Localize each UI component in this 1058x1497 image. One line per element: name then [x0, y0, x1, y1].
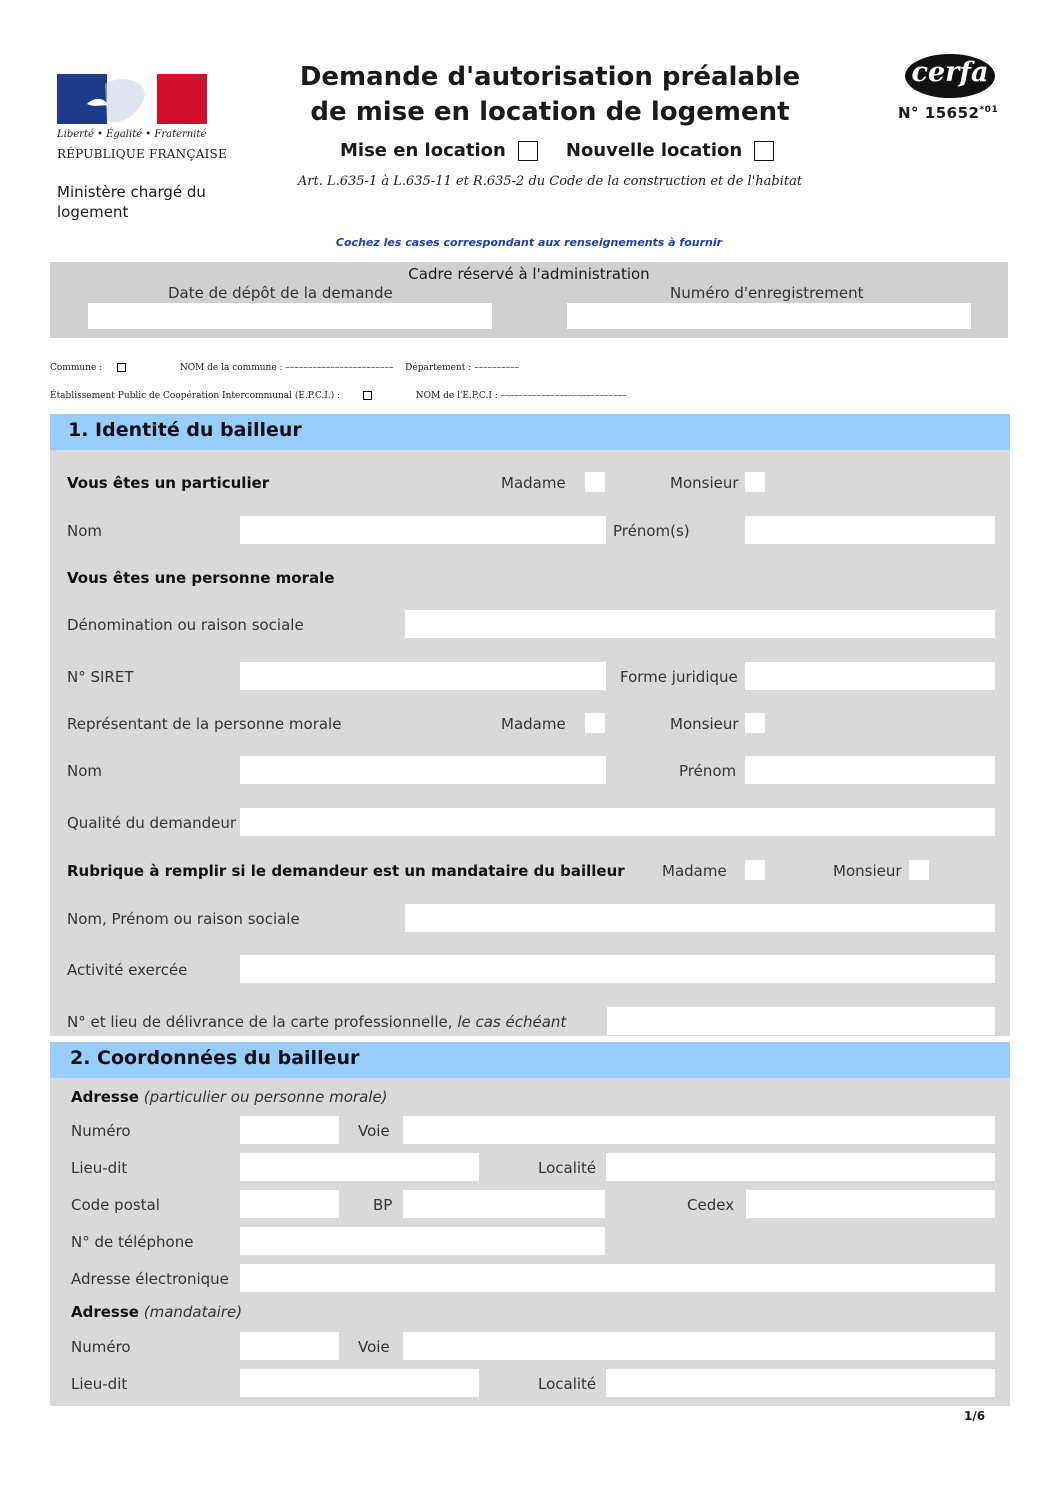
representant-monsieur-checkbox[interactable]	[745, 713, 765, 733]
bailleur-localite-label: Localité	[538, 1159, 597, 1177]
admin-box-title: Cadre réservé à l'administration	[408, 265, 650, 283]
deposit-date-label: Date de dépôt de la demande	[168, 284, 393, 302]
cerfa-logo	[904, 53, 996, 99]
bailleur-code-postal-label: Code postal	[71, 1196, 160, 1214]
registration-number-label: Numéro d'enregistrement	[670, 284, 864, 302]
mandataire-heading: Rubrique à remplir si le demandeur est un mandataire du bailleur	[67, 862, 625, 880]
republic-name: RÉPUBLIQUE FRANÇAISE	[57, 147, 227, 161]
instruction-text: Cochez les cases correspondant aux renseignements à fournir	[335, 236, 723, 249]
commune-checkbox[interactable]	[117, 363, 126, 372]
qualite-field[interactable]	[240, 808, 995, 836]
mandataire-nom-label: Nom, Prénom ou raison sociale	[67, 910, 300, 928]
representant-monsieur-label: Monsieur	[670, 715, 739, 733]
representant-label: Représentant de la personne morale	[67, 715, 342, 733]
carte-pro-label	[67, 1013, 566, 1031]
bailleur-voie-label: Voie	[358, 1122, 390, 1140]
option-mise-en-location-checkbox[interactable]	[518, 141, 538, 161]
adresse-particulier-label: Adresse	[71, 1088, 139, 1106]
form-title-line2: de mise en location de logement	[310, 97, 790, 127]
option-nouvelle-location-label: Nouvelle location	[565, 140, 743, 161]
mandataire-madame-checkbox[interactable]	[745, 860, 765, 880]
department-label: Département : ––––––––––	[405, 363, 520, 373]
carte-pro-label-italic: le cas échéant	[457, 1013, 567, 1031]
section1-body	[50, 450, 1010, 1036]
particulier-monsieur-label: Monsieur	[670, 474, 739, 492]
mandataire-nom-field[interactable]	[405, 904, 995, 932]
bailleur-email-label: Adresse électronique	[71, 1270, 229, 1288]
commune-label: Commune :	[50, 363, 103, 373]
registration-number-field[interactable]	[567, 303, 971, 329]
section2-title: 2. Coordonnées du bailleur	[70, 1047, 360, 1069]
activite-label: Activité exercée	[67, 961, 188, 979]
bailleur-localite-field[interactable]	[606, 1153, 995, 1181]
epci-row	[50, 391, 627, 401]
section1-title: 1. Identité du bailleur	[68, 419, 302, 441]
activite-field[interactable]	[240, 955, 995, 983]
particulier-prenoms-field[interactable]	[745, 516, 995, 544]
adresse-particulier-note: (particulier ou personne morale)	[143, 1088, 388, 1106]
denomination-label: Dénomination ou raison sociale	[67, 616, 304, 634]
siret-field[interactable]	[240, 662, 606, 690]
denomination-field[interactable]	[405, 610, 995, 638]
option-mise-en-location-label: Mise en location	[340, 140, 506, 161]
representant-madame-label: Madame	[501, 715, 566, 733]
siret-label: N° SIRET	[67, 668, 134, 686]
commune-name-label: NOM de la commune : ––––––––––––––––––––––––	[179, 363, 394, 373]
cerfa-number	[898, 104, 998, 122]
bailleur-cedex-field[interactable]	[746, 1190, 995, 1218]
cerfa-logo-text: cerfa	[911, 57, 989, 88]
representant-nom-label: Nom	[67, 762, 103, 780]
ministry-name: Ministère chargé du logement	[57, 183, 206, 221]
mandataire-localite-field[interactable]	[606, 1369, 995, 1397]
carte-pro-field[interactable]	[607, 1007, 995, 1035]
bailleur-email-field[interactable]	[240, 1264, 995, 1292]
option-nouvelle-location-checkbox[interactable]	[754, 141, 774, 161]
section1-header	[50, 414, 1010, 450]
bailleur-numero-field[interactable]	[240, 1116, 339, 1144]
representant-nom-field[interactable]	[240, 756, 606, 784]
mandataire-monsieur-checkbox[interactable]	[909, 860, 929, 880]
mandataire-lieu-dit-label: Lieu-dit	[71, 1375, 128, 1393]
section2-body	[50, 1078, 1010, 1406]
request-type-options	[340, 140, 774, 161]
bailleur-voie-field[interactable]	[403, 1116, 995, 1144]
mandataire-numero-field[interactable]	[240, 1332, 339, 1360]
epci-label: Établissement Public de Coopération Intercommunal (E.P.C.I.) :	[50, 391, 341, 401]
morale-heading: Vous êtes une personne morale	[67, 569, 335, 587]
particulier-nom-field[interactable]	[240, 516, 606, 544]
cerfa-number-value: N° 15652	[898, 104, 980, 122]
adresse-particulier-heading	[71, 1088, 388, 1106]
representant-madame-checkbox[interactable]	[585, 713, 605, 733]
bailleur-telephone-label: N° de téléphone	[71, 1233, 194, 1251]
forme-juridique-field[interactable]	[745, 662, 995, 690]
adresse-mandataire-heading	[71, 1303, 242, 1321]
form-title	[270, 60, 830, 130]
forme-juridique-label: Forme juridique	[620, 668, 738, 686]
bailleur-cedex-label: Cedex	[687, 1196, 735, 1214]
bailleur-lieu-dit-label: Lieu-dit	[71, 1159, 128, 1177]
legal-reference: Art. L.635-1 à L.635-11 et R.635-2 du Code de la construction et de l'habitat	[297, 174, 803, 189]
admin-reserved-box	[50, 262, 1008, 338]
bailleur-bp-field[interactable]	[403, 1190, 605, 1218]
particulier-monsieur-checkbox[interactable]	[745, 472, 765, 492]
bailleur-telephone-field[interactable]	[240, 1227, 605, 1255]
section2-header	[50, 1042, 1010, 1078]
particulier-madame-checkbox[interactable]	[585, 472, 605, 492]
bailleur-lieu-dit-field[interactable]	[240, 1153, 479, 1181]
mandataire-numero-label: Numéro	[71, 1338, 131, 1356]
mandataire-localite-label: Localité	[538, 1375, 597, 1393]
mandataire-voie-label: Voie	[358, 1338, 390, 1356]
bailleur-bp-label: BP	[373, 1196, 393, 1214]
mandataire-voie-field[interactable]	[403, 1332, 995, 1360]
adresse-mandataire-note: (mandataire)	[143, 1303, 243, 1321]
adresse-mandataire-label: Adresse	[71, 1303, 139, 1321]
qualite-label: Qualité du demandeur	[67, 814, 236, 832]
particulier-prenoms-label: Prénom(s)	[613, 522, 690, 540]
carte-pro-label-text: N° et lieu de délivrance de la carte professionnelle,	[67, 1013, 453, 1031]
representant-prenom-label: Prénom	[679, 762, 737, 780]
page-number: 1/6	[964, 1409, 986, 1423]
form-title-line1: Demande d'autorisation préalable	[299, 62, 801, 92]
mandataire-madame-label: Madame	[662, 862, 727, 880]
mandataire-monsieur-label: Monsieur	[833, 862, 902, 880]
marianne-logo	[57, 74, 207, 124]
particulier-madame-label: Madame	[501, 474, 566, 492]
mandataire-lieu-dit-field[interactable]	[240, 1369, 479, 1397]
particulier-nom-label: Nom	[67, 522, 103, 540]
deposit-date-field[interactable]	[88, 303, 492, 329]
epci-checkbox[interactable]	[363, 391, 372, 400]
representant-prenom-field[interactable]	[745, 756, 995, 784]
epci-name-label: NOM de l'E.P.C.I : ––––––––––––––––––––––––––––	[415, 391, 627, 401]
particulier-heading: Vous êtes un particulier	[67, 474, 270, 492]
bailleur-code-postal-field[interactable]	[240, 1190, 339, 1218]
bailleur-numero-label: Numéro	[71, 1122, 131, 1140]
republic-motto: Liberté • Égalité • Fraternité	[57, 129, 207, 140]
commune-row	[50, 363, 519, 373]
cerfa-number-suffix: *01	[979, 105, 999, 115]
